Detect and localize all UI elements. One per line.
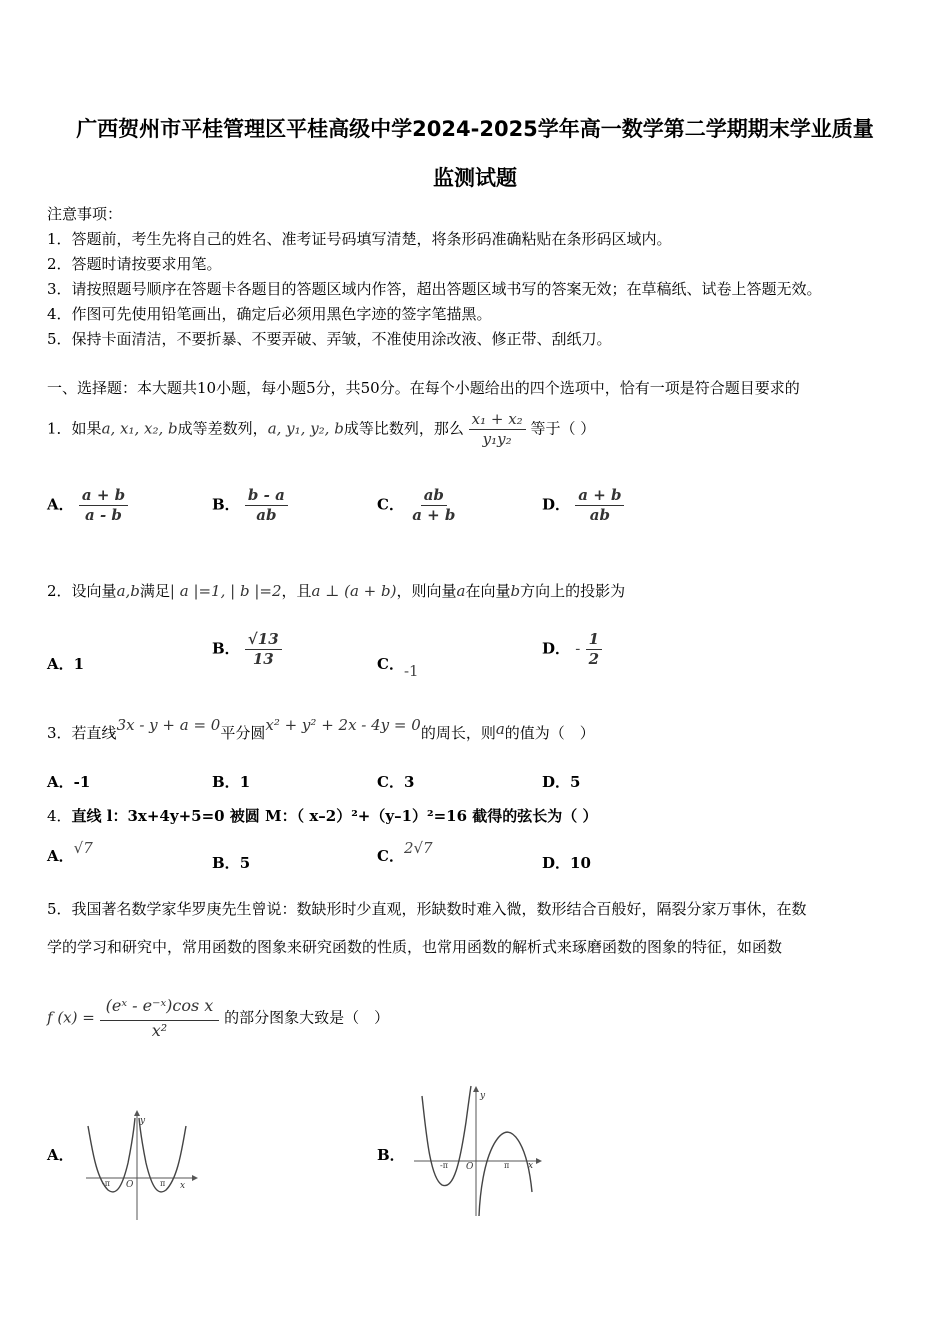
- q1-option-b[interactable]: [212, 486, 288, 525]
- q5-function: [47, 996, 389, 1041]
- q3-option-c-value: 3: [403, 773, 415, 791]
- q2-option-b-frac: [245, 630, 282, 669]
- graph-b-neg-pi-label: -π: [440, 1161, 448, 1170]
- q2-option-c-label: C．: [377, 655, 404, 673]
- q4-number: 4．: [47, 807, 72, 825]
- exam-title-line2: 监测试题: [433, 166, 517, 190]
- q1-number: 1．: [47, 419, 72, 438]
- notice-item-5: 5．保持卡面清洁，不要折暴、不要弄破、弄皱，不准使用涂改液、修正带、刮纸刀。: [47, 330, 612, 348]
- q2-text-6: 方向上的投影为: [520, 582, 626, 600]
- q3-option-a[interactable]: [47, 771, 90, 792]
- q2-math-5: b: [510, 582, 521, 600]
- q5-function-den: x²: [151, 1021, 168, 1040]
- q5-text-after: 的部分图象大致是（ ）: [224, 1008, 390, 1027]
- graph-b-y-label: y: [480, 1091, 486, 1101]
- q5-option-a[interactable]: [47, 1144, 74, 1165]
- q3-option-c[interactable]: [377, 771, 414, 792]
- q2-math-4: a: [456, 582, 466, 600]
- graph-a-x-arrow-icon: [192, 1175, 198, 1181]
- q2-number: 2．: [47, 582, 72, 600]
- q1-option-a-frac: [79, 486, 128, 525]
- q2-text-5: 在向量: [465, 582, 511, 600]
- q3-math-1: 3x - y + a = 0: [116, 716, 221, 734]
- question-5-line-2: 学的学习和研究中，常用函数的图象来研究函数的性质，也常用函数的解析式来琢磨函数的图象的特征，如函数: [47, 938, 783, 956]
- q1-math-1: a, x₁, x₂, b: [101, 419, 178, 438]
- q1-option-c-frac: [409, 486, 458, 525]
- graph-b-curve-right: [479, 1132, 532, 1216]
- q1-option-a-label: A．: [47, 495, 74, 514]
- q5-graph-b[interactable]: [404, 1082, 544, 1220]
- q4-option-c[interactable]: [377, 839, 433, 866]
- q4-option-c-value: 2√7: [403, 839, 433, 857]
- q2-option-b-label: B．: [212, 639, 240, 658]
- q5-function-frac: [100, 996, 220, 1041]
- q3-option-b-label: B．: [212, 773, 240, 791]
- q2-option-b-num: √13: [245, 630, 282, 650]
- q3-option-a-value: -1: [73, 773, 91, 791]
- q3-text-3: 的周长，则: [420, 724, 496, 742]
- q1-text-4: 等于（ ）: [530, 419, 596, 438]
- q2-text-1: 设向量: [71, 582, 117, 600]
- question-5-line-1: [47, 898, 807, 919]
- q2-text-2: 满足: [139, 582, 170, 600]
- q4-text: 直线 l：3x+4y+5=0 被圆 M：（ x–2）²+（y–1）²=16 截得的弦长为（ ）: [71, 807, 598, 825]
- q1-option-b-num: b - a: [245, 486, 288, 506]
- q5-number: 5．: [47, 900, 72, 918]
- graph-a-neg-pi-label: -π: [102, 1179, 110, 1188]
- notice-item-3: 3．请按照题号顺序在答题卡各题目的答题区域内作答，超出答题区域书写的答案无效；在草稿纸、试卷上答题无效。: [47, 280, 822, 298]
- q2-option-a-value: 1: [73, 655, 85, 673]
- q5-text-line-1: 我国著名数学家华罗庚先生曾说：数缺形时少直观，形缺数时难入微，数形结合百般好，隔裂分家万事休，在数: [71, 900, 807, 918]
- q4-option-a-label: A．: [47, 847, 74, 865]
- q1-math-2: a, y₁, y₂, b: [267, 419, 344, 438]
- q1-option-a[interactable]: [47, 486, 128, 525]
- graph-b-origin-label: O: [466, 1162, 474, 1172]
- graph-a-origin-label: O: [126, 1180, 134, 1190]
- q5-option-b[interactable]: [377, 1144, 405, 1165]
- q4-option-d-label: D．: [542, 854, 571, 872]
- q1-option-d-den: ab: [589, 505, 610, 524]
- q2-option-d-frac: [586, 630, 602, 669]
- q1-option-d-num: a + b: [575, 486, 624, 506]
- q1-option-c-den: a + b: [412, 505, 456, 524]
- q1-option-c-num: ab: [421, 486, 447, 506]
- notice-heading: 注意事项：: [47, 205, 123, 223]
- q2-option-c[interactable]: [377, 653, 419, 680]
- q1-option-d-frac: [575, 486, 624, 525]
- q1-fraction-num: x₁ + x₂: [469, 410, 526, 430]
- q2-option-b-den: 13: [252, 649, 274, 668]
- q1-option-b-den: ab: [256, 505, 277, 524]
- q5-option-b-label: B．: [377, 1146, 405, 1164]
- q2-option-c-value: -1: [403, 662, 419, 680]
- graph-b-x-arrow-icon: [536, 1158, 542, 1164]
- question-2: [47, 580, 625, 601]
- q4-option-a-value: √7: [73, 839, 93, 857]
- q3-option-d-value: 5: [570, 773, 581, 791]
- q2-option-d[interactable]: [542, 630, 602, 669]
- q1-option-a-num: a + b: [79, 486, 128, 506]
- q2-text-4: ，则向量: [396, 582, 457, 600]
- q1-option-c-label: C．: [377, 495, 404, 514]
- q1-option-d[interactable]: [542, 486, 624, 525]
- q1-option-b-frac: [245, 486, 288, 525]
- notice-item-1: 1．答题前，考生先将自己的姓名、准考证号码填写清楚，将条形码准确粘贴在条形码区域内。: [47, 230, 672, 248]
- q4-option-b-value: 5: [239, 854, 251, 872]
- q1-option-d-label: D．: [542, 495, 571, 514]
- q3-math-2: x² + y² + 2x - 4y = 0: [265, 716, 421, 734]
- q3-option-b-value: 1: [239, 773, 251, 791]
- q2-math-2: | a |=1, | b |=2: [169, 582, 282, 600]
- q5-option-a-label: A．: [47, 1146, 74, 1164]
- graph-b-curve-left: [422, 1086, 471, 1186]
- q3-option-b[interactable]: [212, 771, 250, 792]
- q1-option-b-label: B．: [212, 495, 240, 514]
- q4-option-b[interactable]: [212, 852, 250, 873]
- q2-option-a[interactable]: [47, 653, 84, 674]
- question-3: [47, 716, 595, 743]
- q2-option-d-num: 1: [586, 630, 602, 650]
- q4-option-c-label: C．: [377, 847, 404, 865]
- q2-option-d-den: 2: [588, 649, 599, 668]
- graph-b-y-arrow-icon: [473, 1086, 479, 1092]
- q3-text-4: 的值为（ ）: [504, 724, 595, 742]
- q1-text-3: 成等比数列，那么: [343, 419, 464, 438]
- q2-math-1: a,b: [116, 582, 140, 600]
- q3-math-3: a: [495, 720, 505, 738]
- q1-fraction-den: y₁y₂: [482, 429, 512, 448]
- q1-option-c[interactable]: [377, 486, 458, 525]
- q1-text-2: 成等差数列，: [177, 419, 268, 438]
- q2-option-d-sign: -: [575, 639, 581, 658]
- graph-a-pi-label: π: [160, 1179, 166, 1188]
- q2-text-3: ，且: [281, 582, 312, 600]
- q3-option-a-label: A．: [47, 773, 74, 791]
- q2-math-3: a ⊥ (a + b): [311, 582, 397, 600]
- q3-option-c-label: C．: [377, 773, 404, 791]
- q3-text-1: 若直线: [71, 724, 117, 742]
- q5-function-num: (eˣ - e⁻ˣ)cos x: [100, 996, 220, 1021]
- q5-function-lhs: f (x) =: [47, 1008, 95, 1027]
- graph-a-y-label: y: [140, 1116, 146, 1126]
- section-heading: 一、选择题：本大题共10小题，每小题5分，共50分。在每个小题给出的四个选项中，恰有一项是符合题目要求的: [47, 379, 800, 397]
- question-1: [47, 410, 595, 449]
- graph-b-x-label: x: [528, 1161, 534, 1171]
- q3-option-d[interactable]: [542, 771, 580, 792]
- q5-graph-a[interactable]: [74, 1108, 199, 1224]
- q1-option-a-den: a - b: [85, 505, 122, 524]
- q1-fraction: [469, 410, 526, 449]
- notice-item-2: 2．答题时请按要求用笔。: [47, 255, 222, 273]
- q3-option-d-label: D．: [542, 773, 571, 791]
- q3-text-2: 平分圆: [220, 724, 266, 742]
- question-4: [47, 805, 597, 826]
- q4-option-d[interactable]: [542, 852, 591, 873]
- q2-option-a-label: A．: [47, 655, 74, 673]
- q2-option-b[interactable]: [212, 630, 282, 669]
- graph-b-pi-label: π: [504, 1161, 510, 1170]
- q2-option-d-label: D．: [542, 639, 571, 658]
- q4-option-b-label: B．: [212, 854, 240, 872]
- q3-number: 3．: [47, 724, 72, 742]
- q4-option-a[interactable]: [47, 839, 93, 866]
- q4-option-d-value: 10: [570, 854, 591, 872]
- graph-a-x-label: x: [180, 1181, 186, 1191]
- q1-text-1: 如果: [71, 419, 102, 438]
- exam-title-line1: 广西贺州市平桂管理区平桂高级中学2024-2025学年高一数学第二学期期末学业质量: [76, 117, 874, 141]
- notice-item-4: 4．作图可先使用铅笔画出，确定后必须用黑色字迹的签字笔描黑。: [47, 305, 492, 323]
